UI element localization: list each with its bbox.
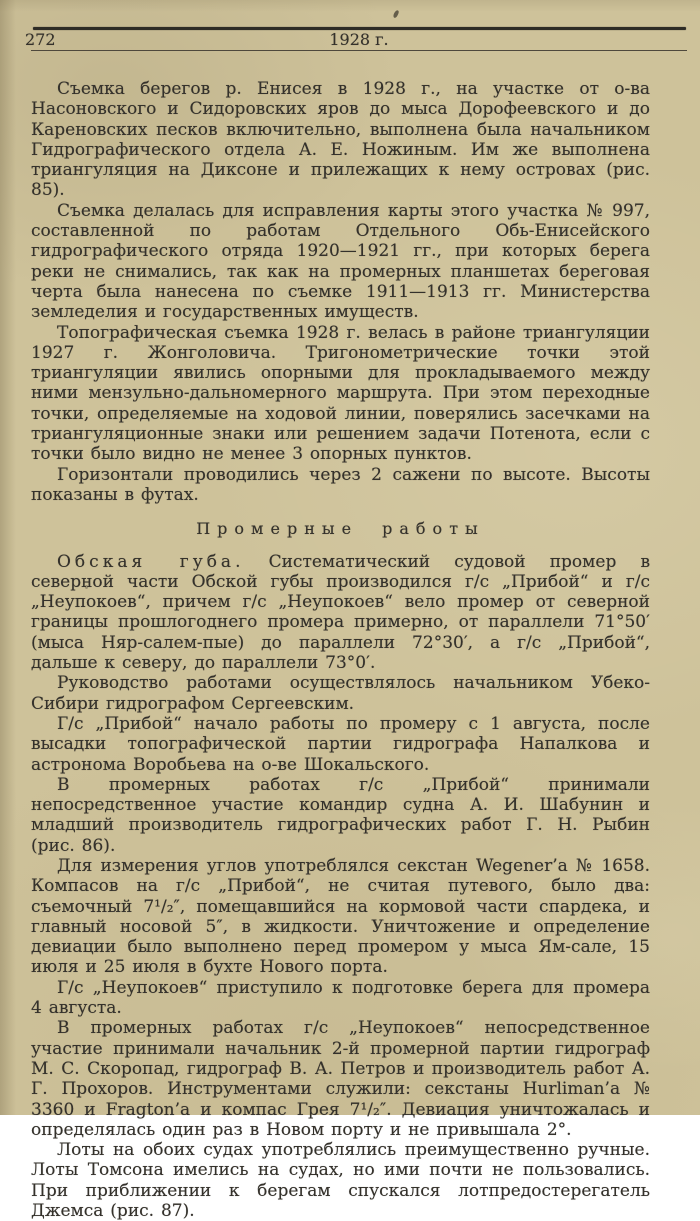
paragraph-rest: Систематический судовой промер в северной части Обской губы производился г/с „Прибой“ и г/с „Неупокоев“, причем г/с „Неупокоев“ вело промер от северной границы прошлогоднего промера примерно, от параллели 71°50′ (мыса Няр-салем-пые) до параллели 72°30′, а г/с „Прибой“, дальше к северу, до параллели 73°0′.	[31, 551, 651, 674]
paragraph: Г/с „Неупокоев“ приступило к подготовке берега для промера 4 августа.	[31, 977, 650, 1019]
paragraph: Г/с „Прибой“ начало работы по промеру с 1 августа, после высадки топографической партии гидрографа Напалкова и астронома Воробьева на о-ве Шокальского.	[31, 713, 650, 775]
paragraph: Съемка берегов р. Енисея в 1928 г., на участке от о-ва Насоновского и Сидоровских яров до мыса Дорофеевского и до Кареновских песков включительно, выполнена была начальником Гидрографического отдела А. Е. Ножиным. Им же выполнена триангуляция на Диксоне и прилежащих к нему островах (рис. 85).	[31, 79, 650, 201]
section-heading: Промерные работы	[196, 519, 485, 539]
running-header-title: 1928 г.	[329, 30, 389, 49]
paragraph-lead: Обская губа.	[57, 551, 245, 572]
paragraph: Горизонтали проводились через 2 сажени по высоте. Высоты показаны в футах.	[31, 464, 650, 505]
page-number: 272	[25, 30, 56, 49]
header-rule-thin	[31, 50, 687, 51]
paragraph: Лоты на обоих судах употреблялись преимущественно ручные. Лоты Томсона имелись на судах, но ими почти не пользовались. При приближении к берегам спускался лотпредостерегатель Джемса (рис. 87).	[31, 1140, 650, 1221]
paragraph	[31, 552, 650, 674]
running-header	[25, 30, 687, 49]
page-top-shadow	[0, 0, 700, 12]
paragraph: В промерных работах г/с „Прибой“ принимали непосредственное участие командир судна А. И. Шабунин и младший производитель гидрографических работ Г. Н. Рыбин (рис. 86).	[31, 774, 650, 856]
paragraph: Топографическая съемка 1928 г. велась в районе триангуляции 1927 г. Жонголовича. Тригонометрические точки этой триангуляции явились опорными для прокладываемого между ними мензульно-дальномерного маршрута. При этом переходные точки, определяемые на ходовой линии, поверялись засечками на триангуляционные знаки или решением задачи Потенота, если с точки было видно не менее 3 опорных пунктов.	[31, 322, 650, 465]
paragraph: Для измерения углов употреблялся секстан Wegener’а № 1658. Компасов на г/с „Прибой“, не считая путевого, было два: съемочный 7¹/₂″, помещавшийся на кормовой части спардека, и главный носовой 5″, в жидкости. Уничтожение и определение девиации было выполнено перед промером у мыса Ям-сале, 15 июля и 25 июля в бухте Нового порта.	[31, 855, 650, 978]
page-edge-shadow	[0, 0, 16, 1115]
paragraph: Съемка делалась для исправления карты этого участка № 997, составленной по работам Отдельного Обь-Енисейского гидрографического отряда 1920—1921 гг., при которых берега реки не снимались, так как на промерных планшетах береговая черта была нанесена по съемке 1911—1913 гг. Министерства земледелия и государственных имуществ.	[31, 200, 650, 323]
paragraph: В промерных работах г/с „Неупокоев“ непосредственное участие принимали начальник 2-й промерной партии гидрограф М. С. Скоропад, гидрограф В. А. Петров и производитель работ А. Г. Прохоров. Инструментами служили: секстаны Hurliman’а № 3360 и Fragton’а и компас Грея 7¹/₂″. Девиация уничтожалась и определялась один раз в Новом порту и не привышала 2°.	[31, 1018, 650, 1140]
page-body	[31, 79, 650, 1221]
paragraph: Руководство работами осуществлялось начальником Убеко-Сибири гидрографом Сергеевским.	[31, 673, 650, 714]
